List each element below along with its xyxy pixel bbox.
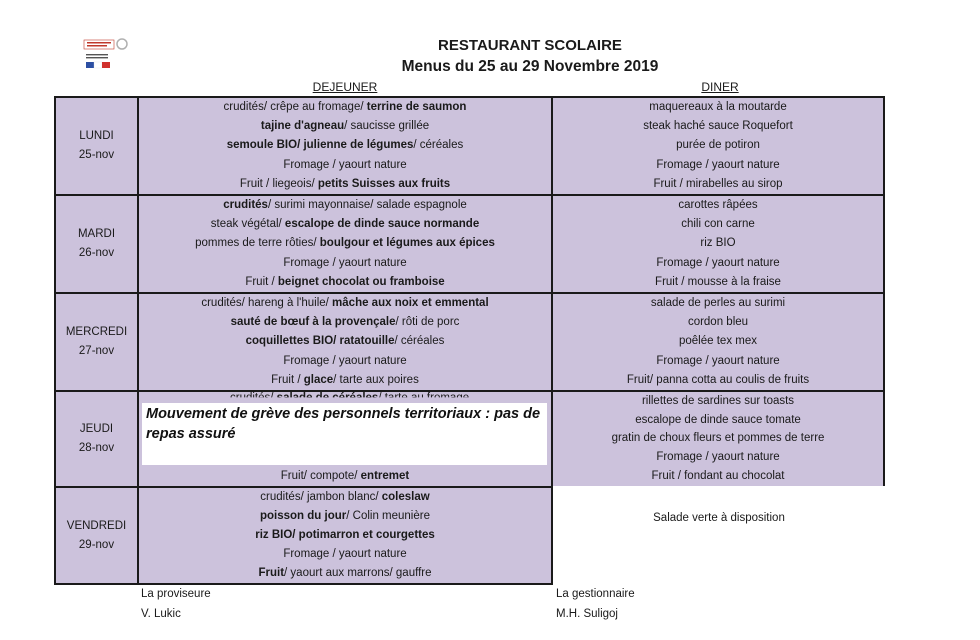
menu-text: Fruit / fondant au chocolat xyxy=(651,470,785,483)
day-cell xyxy=(54,292,139,392)
menu-text: pommes de terre rôties/ xyxy=(195,237,320,250)
menu-text: / saucisse grillée xyxy=(344,120,430,133)
menu-line xyxy=(271,372,419,389)
signature-left xyxy=(141,584,211,624)
menu-line xyxy=(224,99,467,116)
menu-line xyxy=(656,449,779,466)
menu-text: poisson du jour xyxy=(260,510,347,522)
menu-line xyxy=(681,216,755,233)
menu-text: Fromage / yaourt nature xyxy=(283,256,407,269)
menu-line xyxy=(231,314,460,331)
menu-text: entremet xyxy=(360,470,410,482)
day-cell xyxy=(54,194,139,294)
menu-text: / céréales xyxy=(394,335,445,348)
diner-cell xyxy=(553,486,885,585)
menu-text: crudités/ jambon blanc/ xyxy=(260,491,382,503)
menu-text: Fromage / yaourt nature xyxy=(656,451,780,464)
day-cell xyxy=(54,486,139,585)
menu-text: / tarte aux poires xyxy=(333,373,419,386)
menu-text: riz BIO/ potimarron et courgettes xyxy=(255,529,435,541)
menu-text: maquereaux à la moutarde xyxy=(649,101,787,114)
menu-text: glace xyxy=(303,373,334,386)
dejeuner-cell xyxy=(139,292,553,392)
day-name: MERCREDI xyxy=(65,326,128,338)
menu-text: poêlée tex mex xyxy=(679,335,757,348)
menu-text: riz BIO xyxy=(700,237,736,250)
day-row-lundi xyxy=(54,96,885,196)
diner-note: Salade verte à disposition xyxy=(653,512,785,524)
day-row-vendredi xyxy=(54,486,885,585)
menu-text: Fruit xyxy=(258,567,285,579)
menu-line xyxy=(258,565,431,582)
menu-line xyxy=(679,333,757,350)
menu-line xyxy=(260,508,430,525)
menu-text: steak végétal/ xyxy=(210,218,285,231)
day-name: LUNDI xyxy=(79,130,114,142)
menu-text: sauté de bœuf à la provençale xyxy=(230,316,396,329)
menu-text: gratin de choux fleurs et pommes de terre xyxy=(611,432,825,445)
menu-line xyxy=(245,274,444,291)
menu-line xyxy=(255,527,435,544)
menu-line xyxy=(643,118,793,135)
day-cell xyxy=(54,96,139,196)
menu-line xyxy=(653,176,782,193)
menu-text: crudités xyxy=(223,199,268,212)
menu-line xyxy=(246,333,445,350)
menu-text: Fruit / liegeois/ xyxy=(239,177,318,190)
menu-line xyxy=(700,235,735,252)
diner-cell xyxy=(553,194,885,294)
menu-line xyxy=(656,157,779,174)
dejeuner-cell xyxy=(139,486,553,585)
menu-line xyxy=(656,353,779,370)
menu-text: Fromage / yaourt nature xyxy=(656,256,780,269)
menu-text: rillettes de sardines sur toasts xyxy=(641,394,795,407)
menu-text: carottes râpées xyxy=(678,199,758,212)
menu-text: beignet chocolat ou framboise xyxy=(277,275,445,288)
menu-text: Fromage / yaourt nature xyxy=(283,158,407,171)
menu-line xyxy=(676,137,760,154)
day-name: VENDREDI xyxy=(66,519,127,532)
menu-line xyxy=(642,393,794,410)
menu-text: petits Suisses aux fruits xyxy=(317,177,451,190)
menu-text: purée de potiron xyxy=(676,139,760,152)
menu-text: Fruit / mirabelles au sirop xyxy=(653,177,783,190)
menu-text: / rôti de porc xyxy=(395,316,460,329)
diner-cell xyxy=(553,292,885,392)
menu-text: Fruit / xyxy=(245,275,278,288)
menu-text: tajine d'agneau xyxy=(260,120,345,133)
menu-text: chili con carne xyxy=(681,218,755,231)
menu-text: Fruit/ panna cotta au coulis de fruits xyxy=(626,373,810,386)
day-date: 25-nov xyxy=(78,149,115,161)
menu-text: semoule BIO/ julienne de légumes xyxy=(226,139,414,152)
menu-text: Fruit / xyxy=(271,373,304,386)
menu-line xyxy=(240,176,450,193)
menu-line xyxy=(283,157,406,174)
menu-line xyxy=(260,489,429,506)
menu-text: Fromage / yaourt nature xyxy=(283,354,407,367)
menu-text: cordon bleu xyxy=(687,316,749,329)
strike-notice: Mouvement de grève des personnels territoriaux : pas de repas assuré xyxy=(142,403,547,465)
dejeuner-cell xyxy=(139,194,553,294)
menu-text: escalope de dinde sauce normande xyxy=(284,218,480,231)
menu-line xyxy=(652,468,785,485)
menu-text: escalope de dinde sauce tomate xyxy=(635,413,801,426)
menu-text: Fruit / mousse à la fraise xyxy=(655,275,781,288)
menu-line xyxy=(201,295,488,312)
menu-line xyxy=(195,235,495,252)
menu-text: / Colin meunière xyxy=(346,510,430,522)
menu-text: coquillettes BIO/ ratatouille xyxy=(245,335,395,348)
menu-text: / yaourt aux marrons/ gauffre xyxy=(284,567,432,579)
column-header-dejeuner: DEJEUNER xyxy=(312,80,378,94)
day-cell xyxy=(54,390,139,488)
menu-line xyxy=(227,137,463,154)
diner-cell xyxy=(553,96,885,196)
menu-text: terrine de saumon xyxy=(366,101,467,114)
menu-line xyxy=(651,295,785,312)
day-row-mercredi xyxy=(54,292,885,392)
menu-text: / céréales xyxy=(413,139,464,152)
day-name: MARDI xyxy=(77,228,116,240)
signature-name: M.H. Suligoj xyxy=(556,608,618,620)
menu-text: crudités/ crêpe au fromage/ xyxy=(223,101,367,114)
menu-table xyxy=(54,96,885,585)
day-date: 26-nov xyxy=(78,247,115,259)
signature-role: La gestionnaire xyxy=(556,588,635,600)
menu-text: crudités/ hareng à l'huile/ xyxy=(201,297,333,310)
menu-text: steak haché sauce Roquefort xyxy=(643,120,793,133)
menu-text: Fromage / yaourt nature xyxy=(656,354,780,367)
menu-line xyxy=(688,314,748,331)
day-row-mardi xyxy=(54,194,885,294)
menu-line xyxy=(281,468,409,485)
dejeuner-cell xyxy=(139,96,553,196)
menu-line xyxy=(283,353,406,370)
menu-line xyxy=(211,216,479,233)
menu-line xyxy=(283,546,406,563)
signature-name: V. Lukic xyxy=(141,608,181,620)
menu-text: Fromage / yaourt nature xyxy=(656,158,780,171)
day-date: 29-nov xyxy=(78,538,115,551)
column-header-diner: DINER xyxy=(701,80,739,94)
signature-right xyxy=(556,584,635,624)
menu-line xyxy=(655,274,781,291)
day-name: JEUDI xyxy=(79,423,114,435)
menu-line xyxy=(635,412,801,429)
menu-text: Fruit/ compote/ xyxy=(280,470,361,482)
menu-line xyxy=(678,197,757,214)
menu-text: Fromage / yaourt nature xyxy=(283,548,407,560)
menu-line xyxy=(649,99,786,116)
day-date: 27-nov xyxy=(78,345,115,357)
menu-line xyxy=(656,255,779,272)
page-subtitle: Menus du 25 au 29 Novembre 2019 xyxy=(401,58,659,75)
menu-line xyxy=(627,372,809,389)
menu-text: mâche aux noix et emmental xyxy=(332,297,489,310)
day-date: 28-nov xyxy=(78,442,115,454)
menu-line xyxy=(283,255,406,272)
diner-cell xyxy=(553,390,885,488)
page-title: RESTAURANT SCOLAIRE xyxy=(438,37,622,54)
signature-role: La proviseure xyxy=(141,588,211,600)
menu-line xyxy=(223,197,467,214)
menu-text: coleslaw xyxy=(381,491,430,503)
menu-text: / surimi mayonnaise/ salade espagnole xyxy=(267,199,467,212)
menu-text: salade de perles au surimi xyxy=(650,297,786,310)
menu-line xyxy=(261,118,429,135)
menu-text: boulgour et légumes aux épices xyxy=(319,237,495,250)
menu-line xyxy=(612,430,825,447)
